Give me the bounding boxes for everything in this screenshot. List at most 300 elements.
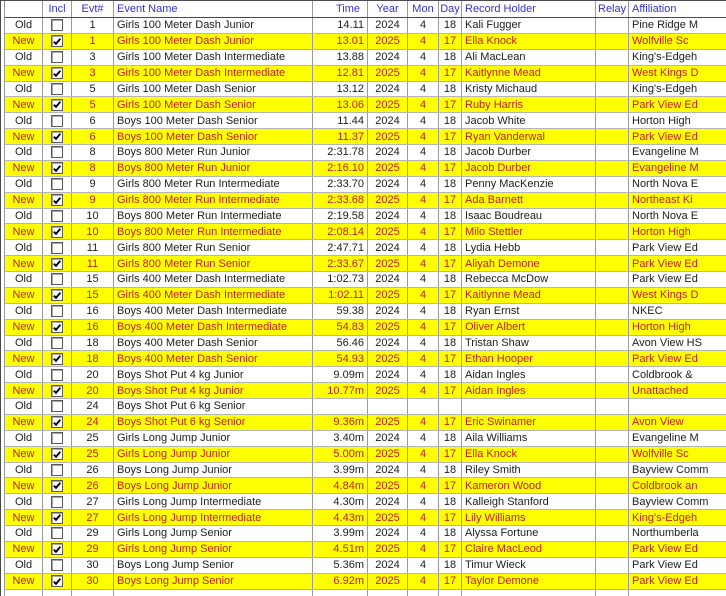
incl-cell bbox=[43, 50, 72, 65]
year-cell: 2025 bbox=[368, 34, 408, 49]
record-holder-cell: Aliyah Demone bbox=[462, 256, 596, 271]
affiliation-cell: Avon View bbox=[632, 416, 684, 429]
incl-cell bbox=[43, 494, 72, 509]
event-name-cell: Girls Long Jump Senior bbox=[114, 542, 313, 557]
affiliation-cell: Horton High bbox=[632, 225, 691, 238]
day-cell: 17 bbox=[439, 66, 462, 81]
month-cell: 4 bbox=[408, 463, 439, 478]
incl-checkbox-unchecked[interactable] bbox=[51, 178, 63, 190]
year-cell: 2025 bbox=[368, 447, 408, 462]
affiliation-cell: Park View Ed bbox=[632, 98, 698, 111]
incl-checkbox-checked[interactable] bbox=[51, 258, 63, 270]
evt-number-cell: 5 bbox=[72, 82, 114, 97]
year-cell: 2025 bbox=[368, 383, 408, 398]
day-cell: 17 bbox=[439, 351, 462, 366]
incl-checkbox-checked[interactable] bbox=[51, 67, 63, 79]
relay-cell bbox=[596, 193, 629, 208]
row-type-cell: Old bbox=[5, 463, 43, 478]
incl-cell bbox=[43, 463, 72, 478]
evt-number-cell: 15 bbox=[72, 288, 114, 303]
event-name-cell: Girls 800 Meter Run Intermediate bbox=[114, 193, 313, 208]
record-row[interactable] bbox=[5, 177, 726, 193]
time-cell: 2:33.70 bbox=[313, 177, 368, 192]
day-cell: 17 bbox=[439, 510, 462, 525]
day-cell: 17 bbox=[439, 447, 462, 462]
record-row[interactable] bbox=[5, 367, 726, 383]
month-cell: 4 bbox=[408, 510, 439, 525]
affiliation-cell: Park View Ed bbox=[632, 543, 698, 556]
record-holder-cell: Jacob White bbox=[462, 113, 596, 128]
relay-cell bbox=[596, 288, 629, 303]
day-cell: 18 bbox=[439, 209, 462, 224]
year-cell: 2024 bbox=[368, 272, 408, 287]
row-type-cell: New bbox=[5, 383, 43, 398]
incl-checkbox-checked[interactable] bbox=[51, 416, 63, 428]
event-name-cell: Boys Shot Put 6 kg Senior bbox=[114, 399, 313, 414]
record-row[interactable] bbox=[5, 97, 726, 113]
affiliation-cell: West Kings D bbox=[632, 289, 699, 302]
month-cell: 4 bbox=[408, 34, 439, 49]
record-holder-cell: Kaitlynne Mead bbox=[462, 66, 596, 81]
time-cell: 1:02.73 bbox=[313, 272, 368, 287]
day-cell: 17 bbox=[439, 256, 462, 271]
col-header-time[interactable]: Time bbox=[313, 1, 368, 17]
incl-checkbox-checked[interactable] bbox=[51, 543, 63, 555]
year-cell: 2025 bbox=[368, 320, 408, 335]
time-cell: 4.51m bbox=[313, 542, 368, 557]
record-row[interactable] bbox=[5, 463, 726, 479]
day-cell: 17 bbox=[439, 224, 462, 239]
incl-checkbox-unchecked[interactable] bbox=[51, 83, 63, 95]
row-type-cell: New bbox=[5, 224, 43, 239]
evt-number-cell: 30 bbox=[72, 558, 114, 573]
col-header-evt-number[interactable]: Evt# bbox=[72, 1, 114, 17]
relay-cell bbox=[596, 574, 629, 589]
evt-number-cell: 27 bbox=[72, 494, 114, 509]
incl-checkbox-checked[interactable] bbox=[51, 512, 63, 524]
affiliation-cell: King's-Edgeh bbox=[632, 511, 698, 524]
time-cell: 5.36m bbox=[313, 558, 368, 573]
evt-number-cell: 15 bbox=[72, 272, 114, 287]
record-row[interactable] bbox=[5, 574, 726, 590]
affiliation-cell: Evangeline M bbox=[632, 432, 699, 445]
month-cell: 4 bbox=[408, 431, 439, 446]
record-holder-cell: Aila Williams bbox=[462, 431, 596, 446]
incl-checkbox-unchecked[interactable] bbox=[51, 527, 63, 539]
event-name-cell: Girls Long Jump Intermediate bbox=[114, 510, 313, 525]
day-cell: 17 bbox=[439, 288, 462, 303]
affiliation-cell: Bayview Comm bbox=[632, 495, 709, 508]
incl-checkbox-unchecked[interactable] bbox=[51, 337, 63, 349]
col-header-event-name[interactable]: Event Name bbox=[114, 1, 313, 17]
col-header-day[interactable]: Day bbox=[439, 1, 462, 17]
affiliation-cell: West Kings D bbox=[632, 67, 699, 80]
affiliation-cell: Park View Ed bbox=[632, 130, 698, 143]
table-body bbox=[5, 18, 726, 590]
time-cell: 13.01 bbox=[313, 34, 368, 49]
incl-checkbox-unchecked[interactable] bbox=[51, 273, 63, 285]
time-cell: 4.43m bbox=[313, 510, 368, 525]
record-holder-cell: Riley Smith bbox=[462, 463, 596, 478]
time-cell: 3.99m bbox=[313, 526, 368, 541]
row-type-cell: Old bbox=[5, 399, 43, 414]
record-row[interactable] bbox=[5, 526, 726, 542]
affiliation-cell: North Nova E bbox=[632, 209, 699, 222]
event-name-cell: Girls Long Jump Junior bbox=[114, 447, 313, 462]
month-cell: 4 bbox=[408, 526, 439, 541]
incl-cell bbox=[43, 209, 72, 224]
incl-checkbox-checked[interactable] bbox=[51, 131, 63, 143]
col-header-affiliation[interactable]: Affiliation bbox=[632, 3, 677, 15]
year-cell: 2024 bbox=[368, 431, 408, 446]
affiliation-cell: King's-Edgeh bbox=[632, 82, 698, 95]
row-type-cell: Old bbox=[5, 50, 43, 65]
incl-checkbox-unchecked[interactable] bbox=[51, 432, 63, 444]
incl-checkbox-unchecked[interactable] bbox=[51, 305, 63, 317]
record-holder-cell: Rebecca McDow bbox=[462, 272, 596, 287]
incl-checkbox-unchecked[interactable] bbox=[51, 51, 63, 63]
day-cell: 18 bbox=[439, 558, 462, 573]
incl-checkbox-checked[interactable] bbox=[51, 289, 63, 301]
row-type-cell: New bbox=[5, 34, 43, 49]
event-name-cell: Girls Long Jump Senior bbox=[114, 526, 313, 541]
incl-checkbox-unchecked[interactable] bbox=[51, 115, 63, 127]
evt-number-cell: 8 bbox=[72, 161, 114, 176]
day-cell: 17 bbox=[439, 415, 462, 430]
evt-number-cell: 5 bbox=[72, 97, 114, 112]
evt-number-cell: 26 bbox=[72, 463, 114, 478]
record-row[interactable] bbox=[5, 145, 726, 161]
incl-checkbox-checked[interactable] bbox=[51, 353, 63, 365]
evt-number-cell: 1 bbox=[72, 34, 114, 49]
incl-cell bbox=[43, 320, 72, 335]
relay-cell bbox=[596, 113, 629, 128]
incl-cell bbox=[43, 574, 72, 589]
evt-number-cell: 18 bbox=[72, 351, 114, 366]
record-holder-cell: Kali Fugger bbox=[462, 18, 596, 33]
incl-checkbox-checked[interactable] bbox=[51, 99, 63, 111]
time-cell: 13.88 bbox=[313, 50, 368, 65]
row-type-cell: New bbox=[5, 351, 43, 366]
record-row[interactable] bbox=[5, 304, 726, 320]
record-holder-cell: Ryan Ernst bbox=[462, 304, 596, 319]
record-holder-cell: Lily Williams bbox=[462, 510, 596, 525]
affiliation-cell: Northumberla bbox=[632, 527, 699, 540]
incl-cell bbox=[43, 447, 72, 462]
record-row[interactable] bbox=[5, 240, 726, 256]
incl-checkbox-checked[interactable] bbox=[51, 226, 63, 238]
event-name-cell: Girls 100 Meter Dash Junior bbox=[114, 18, 313, 33]
col-header-record-holder[interactable]: Record Holder bbox=[462, 1, 596, 17]
incl-checkbox-checked[interactable] bbox=[51, 194, 63, 206]
evt-number-cell: 6 bbox=[72, 113, 114, 128]
year-cell: 2024 bbox=[368, 82, 408, 97]
year-cell: 2025 bbox=[368, 574, 408, 589]
incl-cell bbox=[43, 97, 72, 112]
evt-number-cell: 29 bbox=[72, 542, 114, 557]
evt-number-cell: 11 bbox=[72, 240, 114, 255]
record-row[interactable] bbox=[5, 431, 726, 447]
row-type-cell: Old bbox=[5, 494, 43, 509]
incl-cell bbox=[43, 431, 72, 446]
record-row[interactable] bbox=[5, 224, 726, 240]
record-holder-cell: Ella Knock bbox=[462, 447, 596, 462]
evt-number-cell: 16 bbox=[72, 320, 114, 335]
event-name-cell: Girls 400 Meter Dash Intermediate bbox=[114, 272, 313, 287]
affiliation-cell: Bayview Comm bbox=[632, 463, 709, 476]
incl-cell bbox=[43, 240, 72, 255]
relay-cell bbox=[596, 367, 629, 382]
month-cell: 4 bbox=[408, 177, 439, 192]
record-row[interactable] bbox=[5, 18, 726, 34]
record-holder-cell: Eric Swinamer bbox=[462, 415, 596, 430]
col-header-month[interactable]: Mon bbox=[408, 1, 439, 17]
incl-checkbox-unchecked[interactable] bbox=[51, 496, 63, 508]
time-cell: 3.40m bbox=[313, 431, 368, 446]
record-row[interactable] bbox=[5, 256, 726, 272]
record-row[interactable] bbox=[5, 209, 726, 225]
record-row[interactable] bbox=[5, 161, 726, 177]
event-name-cell: Girls 800 Meter Run Senior bbox=[114, 256, 313, 271]
time-cell: 2:19.58 bbox=[313, 209, 368, 224]
incl-checkbox-checked[interactable] bbox=[51, 448, 63, 460]
year-cell: 2024 bbox=[368, 209, 408, 224]
record-row[interactable] bbox=[5, 336, 726, 352]
day-cell: 18 bbox=[439, 526, 462, 541]
record-row[interactable] bbox=[5, 272, 726, 288]
record-row[interactable] bbox=[5, 82, 726, 98]
time-cell: 10.77m bbox=[313, 383, 368, 398]
record-row[interactable] bbox=[5, 288, 726, 304]
day-cell: 18 bbox=[439, 336, 462, 351]
year-cell: 2025 bbox=[368, 129, 408, 144]
evt-number-cell: 10 bbox=[72, 209, 114, 224]
relay-cell bbox=[596, 224, 629, 239]
row-type-cell: New bbox=[5, 193, 43, 208]
record-row[interactable] bbox=[5, 383, 726, 399]
col-header-incl[interactable]: Incl bbox=[43, 1, 72, 17]
month-cell: 4 bbox=[408, 129, 439, 144]
time-cell: 56.46 bbox=[313, 336, 368, 351]
month-cell: 4 bbox=[408, 494, 439, 509]
incl-cell bbox=[43, 542, 72, 557]
day-cell: 18 bbox=[439, 304, 462, 319]
day-cell: 18 bbox=[439, 431, 462, 446]
month-cell: 4 bbox=[408, 161, 439, 176]
incl-cell bbox=[43, 304, 72, 319]
affiliation-cell: Avon View HS bbox=[632, 336, 702, 349]
month-cell: 4 bbox=[408, 209, 439, 224]
record-row[interactable] bbox=[5, 542, 726, 558]
incl-cell bbox=[43, 18, 72, 33]
event-name-cell: Boys Long Jump Junior bbox=[114, 463, 313, 478]
event-name-cell: Girls Long Jump Junior bbox=[114, 431, 313, 446]
incl-checkbox-checked[interactable] bbox=[51, 162, 63, 174]
time-cell: 4.30m bbox=[313, 494, 368, 509]
event-name-cell: Boys 400 Meter Dash Senior bbox=[114, 336, 313, 351]
incl-checkbox-unchecked[interactable] bbox=[51, 210, 63, 222]
incl-cell bbox=[43, 367, 72, 382]
relay-cell bbox=[596, 177, 629, 192]
year-cell: 2024 bbox=[368, 367, 408, 382]
day-cell: 18 bbox=[439, 50, 462, 65]
event-name-cell: Boys 800 Meter Run Junior bbox=[114, 161, 313, 176]
affiliation-cell: Park View Ed bbox=[632, 257, 698, 270]
day-cell bbox=[439, 399, 462, 414]
record-row[interactable] bbox=[5, 510, 726, 526]
relay-cell bbox=[596, 304, 629, 319]
row-type-cell: New bbox=[5, 574, 43, 589]
incl-cell bbox=[43, 66, 72, 81]
time-cell: 14.11 bbox=[313, 18, 368, 33]
row-type-cell: New bbox=[5, 66, 43, 81]
record-row[interactable] bbox=[5, 399, 726, 415]
relay-cell bbox=[596, 145, 629, 160]
record-row[interactable] bbox=[5, 129, 726, 145]
affiliation-cell: Park View Ed bbox=[632, 575, 698, 588]
day-cell: 17 bbox=[439, 161, 462, 176]
affiliation-cell: Park View Ed bbox=[632, 241, 698, 254]
year-cell: 2024 bbox=[368, 558, 408, 573]
relay-cell bbox=[596, 320, 629, 335]
row-type-cell: Old bbox=[5, 304, 43, 319]
relay-cell bbox=[596, 494, 629, 509]
record-row[interactable] bbox=[5, 351, 726, 367]
event-name-cell: Girls 800 Meter Run Senior bbox=[114, 240, 313, 255]
month-cell: 4 bbox=[408, 558, 439, 573]
record-holder-cell: Ella Knock bbox=[462, 34, 596, 49]
record-row[interactable] bbox=[5, 113, 726, 129]
record-row[interactable] bbox=[5, 66, 726, 82]
month-cell: 4 bbox=[408, 82, 439, 97]
day-cell: 17 bbox=[439, 193, 462, 208]
col-header-relay[interactable]: Relay bbox=[596, 1, 629, 17]
record-holder-cell: Lydia Hebb bbox=[462, 240, 596, 255]
month-cell: 4 bbox=[408, 478, 439, 493]
record-row[interactable] bbox=[5, 447, 726, 463]
record-row[interactable] bbox=[5, 193, 726, 209]
month-cell: 4 bbox=[408, 145, 439, 160]
time-cell: 11.37 bbox=[313, 129, 368, 144]
relay-cell bbox=[596, 415, 629, 430]
month-cell: 4 bbox=[408, 66, 439, 81]
evt-number-cell: 3 bbox=[72, 66, 114, 81]
day-cell: 17 bbox=[439, 34, 462, 49]
event-name-cell: Boys Shot Put 6 kg Senior bbox=[114, 415, 313, 430]
event-name-cell: Girls 100 Meter Dash Senior bbox=[114, 97, 313, 112]
row-type-cell: Old bbox=[5, 145, 43, 160]
incl-checkbox-checked[interactable] bbox=[51, 321, 63, 333]
affiliation-cell: Northeast Ki bbox=[632, 194, 693, 207]
incl-checkbox-unchecked[interactable] bbox=[51, 400, 63, 412]
record-row[interactable] bbox=[5, 320, 726, 336]
record-holder-cell: Penny MacKenzie bbox=[462, 177, 596, 192]
event-name-cell: Boys Long Jump Senior bbox=[114, 558, 313, 573]
day-cell: 17 bbox=[439, 129, 462, 144]
incl-checkbox-unchecked[interactable] bbox=[51, 369, 63, 381]
event-name-cell: Boys Long Jump Senior bbox=[114, 574, 313, 589]
day-cell: 17 bbox=[439, 320, 462, 335]
incl-checkbox-unchecked[interactable] bbox=[51, 464, 63, 476]
evt-number-cell: 24 bbox=[72, 415, 114, 430]
affiliation-cell: Park View Ed bbox=[632, 352, 698, 365]
record-row[interactable] bbox=[5, 34, 726, 50]
record-holder-cell: Oliver Albert bbox=[462, 320, 596, 335]
row-type-cell: Old bbox=[5, 240, 43, 255]
month-cell: 4 bbox=[408, 272, 439, 287]
record-holder-cell: Milo Stettler bbox=[462, 224, 596, 239]
incl-checkbox-checked[interactable] bbox=[51, 35, 63, 47]
year-cell: 2024 bbox=[368, 463, 408, 478]
row-type-cell: New bbox=[5, 288, 43, 303]
table-header-row bbox=[5, 1, 726, 18]
incl-checkbox-unchecked[interactable] bbox=[51, 146, 63, 158]
incl-checkbox-checked[interactable] bbox=[51, 575, 63, 587]
month-cell: 4 bbox=[408, 224, 439, 239]
row-type-cell: Old bbox=[5, 367, 43, 382]
record-row[interactable] bbox=[5, 50, 726, 66]
evt-number-cell: 25 bbox=[72, 447, 114, 462]
relay-cell bbox=[596, 240, 629, 255]
record-holder-cell: Jacob Durber bbox=[462, 161, 596, 176]
time-cell bbox=[313, 399, 368, 414]
event-name-cell: Boys 400 Meter Dash Intermediate bbox=[114, 320, 313, 335]
month-cell: 4 bbox=[408, 574, 439, 589]
evt-number-cell: 11 bbox=[72, 256, 114, 271]
incl-checkbox-unchecked[interactable] bbox=[51, 19, 63, 31]
col-header-year[interactable]: Year bbox=[368, 1, 408, 17]
time-cell: 1:02.11 bbox=[313, 288, 368, 303]
incl-checkbox-unchecked[interactable] bbox=[51, 559, 63, 571]
event-name-cell: Boys 400 Meter Dash Intermediate bbox=[114, 304, 313, 319]
month-cell: 4 bbox=[408, 336, 439, 351]
row-type-cell: New bbox=[5, 542, 43, 557]
incl-checkbox-unchecked[interactable] bbox=[51, 242, 63, 254]
record-row[interactable] bbox=[5, 494, 726, 510]
col-header-rowtype[interactable] bbox=[5, 1, 43, 17]
event-name-cell: Boys Shot Put 4 kg Junior bbox=[114, 383, 313, 398]
row-type-cell: New bbox=[5, 129, 43, 144]
record-row[interactable] bbox=[5, 415, 726, 431]
row-type-cell: New bbox=[5, 97, 43, 112]
record-row[interactable] bbox=[5, 558, 726, 574]
row-type-cell: Old bbox=[5, 526, 43, 541]
record-row[interactable] bbox=[5, 478, 726, 494]
record-holder-cell: Ryan Vanderwal bbox=[462, 129, 596, 144]
evt-number-cell: 18 bbox=[72, 336, 114, 351]
incl-checkbox-checked[interactable] bbox=[51, 385, 63, 397]
record-holder-cell: Aidan Ingles bbox=[462, 367, 596, 382]
year-cell: 2025 bbox=[368, 256, 408, 271]
empty-partial-row bbox=[5, 590, 726, 596]
time-cell: 54.83 bbox=[313, 320, 368, 335]
relay-cell bbox=[596, 558, 629, 573]
incl-checkbox-checked[interactable] bbox=[51, 480, 63, 492]
month-cell: 4 bbox=[408, 97, 439, 112]
event-name-cell: Boys Long Jump Junior bbox=[114, 478, 313, 493]
day-cell: 17 bbox=[439, 542, 462, 557]
row-type-cell: Old bbox=[5, 82, 43, 97]
year-cell: 2024 bbox=[368, 145, 408, 160]
month-cell bbox=[408, 399, 439, 414]
event-name-cell: Boys Shot Put 4 kg Junior bbox=[114, 367, 313, 382]
relay-cell bbox=[596, 351, 629, 366]
incl-cell bbox=[43, 193, 72, 208]
evt-number-cell: 29 bbox=[72, 526, 114, 541]
relay-cell bbox=[596, 463, 629, 478]
relay-cell bbox=[596, 34, 629, 49]
row-type-cell: New bbox=[5, 256, 43, 271]
